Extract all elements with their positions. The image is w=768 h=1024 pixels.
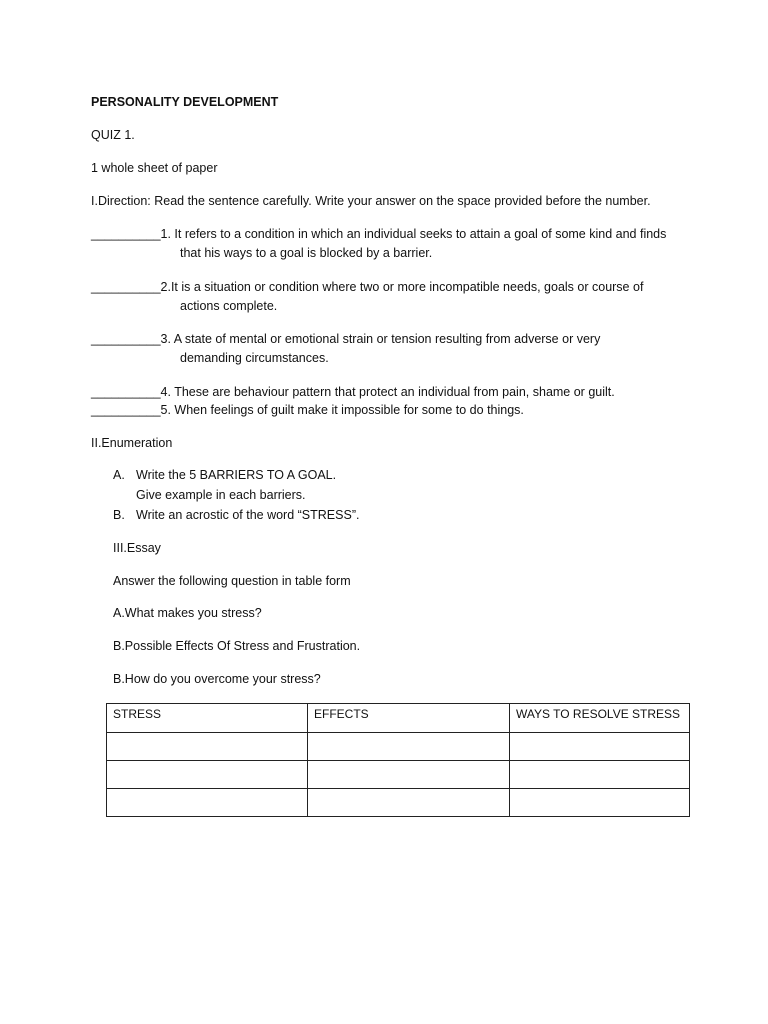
table-cell [510, 789, 690, 817]
question-4: __________4. These are behaviour pattern that protect an individual from pain, shame or guilt. [91, 385, 615, 399]
table-cell [510, 761, 690, 789]
question-1-line1: __________1. It refers to a condition in which an individual seeks to attain a goal of some kind and finds [91, 227, 667, 241]
table-cell [308, 761, 510, 789]
enumeration-heading: II.Enumeration [91, 436, 173, 450]
question-1-line2: that his ways to a goal is blocked by a barrier. [180, 246, 433, 260]
table-row [107, 733, 690, 761]
table-cell [107, 733, 308, 761]
quiz-label: QUIZ 1. [91, 128, 135, 142]
question-5: __________5. When feelings of guilt make it impossible for some to do things. [91, 403, 524, 417]
table-cell [107, 789, 308, 817]
table-cell [510, 733, 690, 761]
enum-b-line1: Write an acrostic of the word “STRESS”. [136, 508, 360, 522]
question-2-line2: actions complete. [180, 299, 278, 313]
table-header-stress: STRESS [107, 704, 308, 733]
question-3-line2: demanding circumstances. [180, 351, 329, 365]
paper-note: 1 whole sheet of paper [91, 161, 218, 175]
page-title: PERSONALITY DEVELOPMENT [91, 95, 279, 109]
table-header-effects: EFFECTS [308, 704, 510, 733]
essay-heading: III.Essay [113, 541, 161, 555]
essay-question-b1: B.Possible Effects Of Stress and Frustration. [113, 639, 361, 653]
table-cell [308, 733, 510, 761]
essay-question-b2: B.How do you overcome your stress? [113, 672, 321, 686]
essay-instruction: Answer the following question in table form [113, 574, 351, 588]
table-cell [107, 761, 308, 789]
question-2-line1: __________2.It is a situation or condition where two or more incompatible needs, goals or course of [91, 280, 644, 294]
table-cell [308, 789, 510, 817]
enum-a-line2: Give example in each barriers. [136, 488, 306, 502]
enum-b-marker: B. [113, 508, 125, 522]
table-header-ways: WAYS TO RESOLVE STRESS [510, 704, 690, 733]
table-row [107, 761, 690, 789]
question-3-line1: __________3. A state of mental or emotional strain or tension resulting from adverse or very [91, 332, 601, 346]
answer-table [106, 703, 690, 817]
table-row [107, 789, 690, 817]
table-header-row [107, 704, 690, 733]
essay-question-a: A.What makes you stress? [113, 606, 262, 620]
enum-a-marker: A. [113, 468, 125, 482]
enum-a-line1: Write the 5 BARRIERS TO A GOAL. [136, 468, 337, 482]
direction-text: I.Direction: Read the sentence carefully. Write your answer on the space provided before the number. [91, 194, 651, 208]
